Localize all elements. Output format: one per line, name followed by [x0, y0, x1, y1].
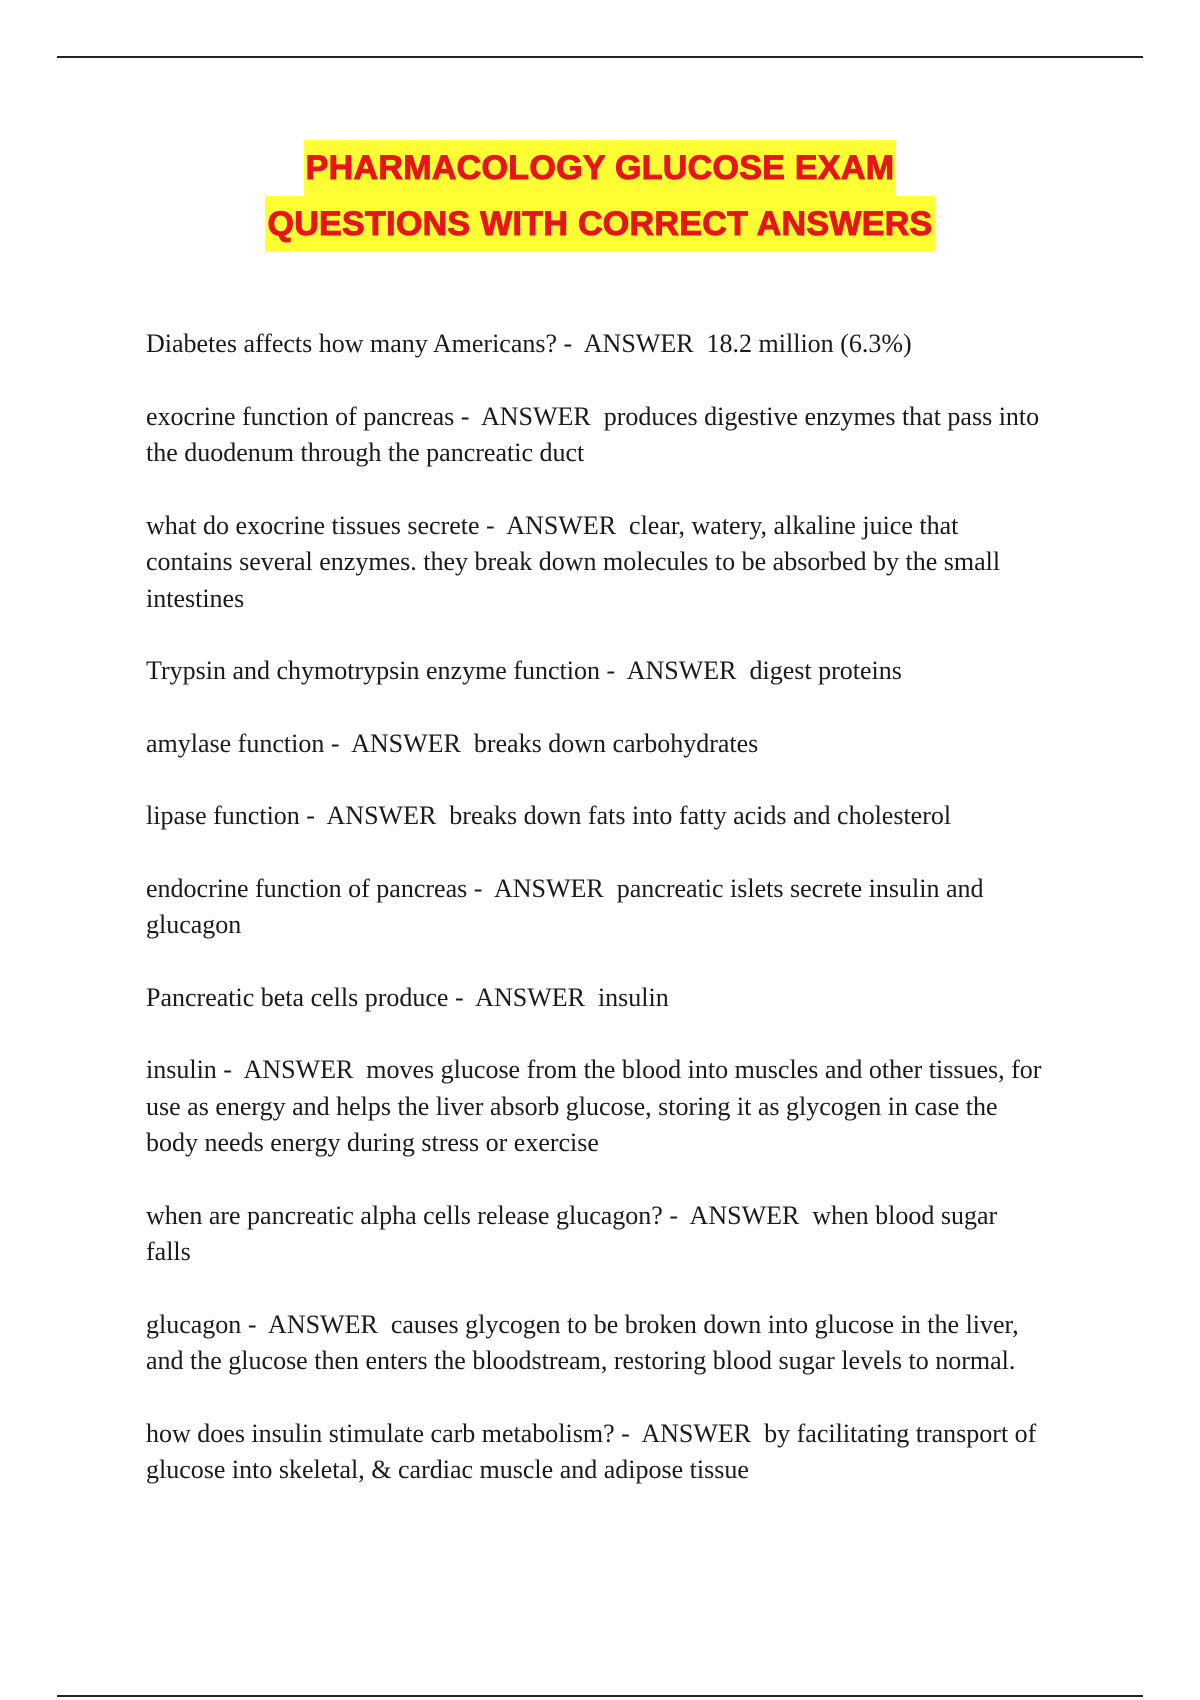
question: Diabetes affects how many Americans?	[146, 329, 558, 358]
question: endocrine function of pancreas	[146, 873, 468, 903]
answer-separator: - ANSWER	[467, 873, 617, 903]
qa-item	[146, 871, 1046, 944]
question: glucagon	[146, 1309, 242, 1339]
question: how does insulin stimulate carb metabolism?	[146, 1418, 615, 1448]
answer: pancreatic islets secrete insulin and glucagon	[146, 873, 984, 939]
question: when are pancreatic alpha cells release glucagon?	[146, 1200, 663, 1230]
answer-separator: - ANSWER	[454, 401, 604, 431]
answer: clear, watery, alkaline juice that contains several enzymes. they break down molecules to be absorbed by the small intestines	[146, 510, 1001, 613]
answer-separator: - ANSWER	[479, 510, 630, 540]
answer-separator: - ANSWER	[599, 656, 750, 685]
title-line-1: PHARMACOLOGY GLUCOSE EXAM	[304, 140, 897, 196]
qa-item	[146, 508, 1046, 618]
answer: insulin	[597, 982, 669, 1012]
question: Trypsin and chymotrypsin enzyme function	[146, 656, 600, 685]
answer: digest proteins	[749, 656, 902, 685]
answer-separator: - ANSWER	[448, 982, 598, 1012]
question: exocrine function of pancreas	[146, 401, 455, 431]
answer-separator: - ANSWER	[324, 728, 474, 758]
bottom-rule	[57, 1695, 1143, 1697]
qa-item	[146, 1307, 1046, 1380]
qa-item	[146, 726, 1046, 763]
qa-item	[146, 326, 1046, 363]
answer: causes glycogen to be broken down into glucose in the liver, and the glucose then enters the bloodstream, restoring blood sugar levels to normal.	[146, 1309, 1019, 1375]
answer-separator: - ANSWER	[299, 801, 450, 830]
qa-item	[146, 399, 1046, 472]
top-rule	[57, 56, 1143, 58]
answer: breaks down fats into fatty acids and cholesterol	[449, 801, 952, 830]
question: insulin	[146, 1055, 217, 1084]
answer-separator: - ANSWER	[662, 1200, 813, 1230]
qa-item	[146, 1198, 1046, 1271]
answer-separator: - ANSWER	[557, 329, 707, 358]
answer: by facilitating transport of glucose into skeletal, & cardiac muscle and adipose tissue	[146, 1418, 1037, 1484]
qa-item	[146, 1052, 1046, 1162]
qa-item	[146, 798, 1046, 835]
qa-list	[146, 326, 1046, 1489]
qa-item	[146, 1416, 1046, 1489]
page-title	[0, 140, 1200, 252]
question: amylase function	[146, 728, 325, 758]
question: lipase function	[146, 801, 300, 830]
answer-separator: - ANSWER	[241, 1309, 391, 1339]
title-line-2: QUESTIONS WITH CORRECT ANSWERS	[265, 196, 934, 252]
answer: produces digestive enzymes that pass into the duodenum through the pancreatic duct	[146, 401, 1040, 467]
answer: breaks down carbohydrates	[473, 728, 759, 758]
answer-separator: - ANSWER	[614, 1418, 765, 1448]
qa-item	[146, 980, 1046, 1017]
qa-item	[146, 653, 1046, 690]
answer-separator: - ANSWER	[216, 1055, 367, 1084]
question: what do exocrine tissues secrete	[146, 510, 480, 540]
question: Pancreatic beta cells produce	[146, 982, 449, 1012]
answer: moves glucose from the blood into muscles and other tissues, for use as energy and helps the liver absorb glucose, storing it as glycogen in case the body needs energy during stress or exercise	[146, 1055, 1042, 1157]
answer: when blood sugar falls	[146, 1200, 998, 1266]
answer: 18.2 million (6.3%)	[706, 329, 912, 358]
